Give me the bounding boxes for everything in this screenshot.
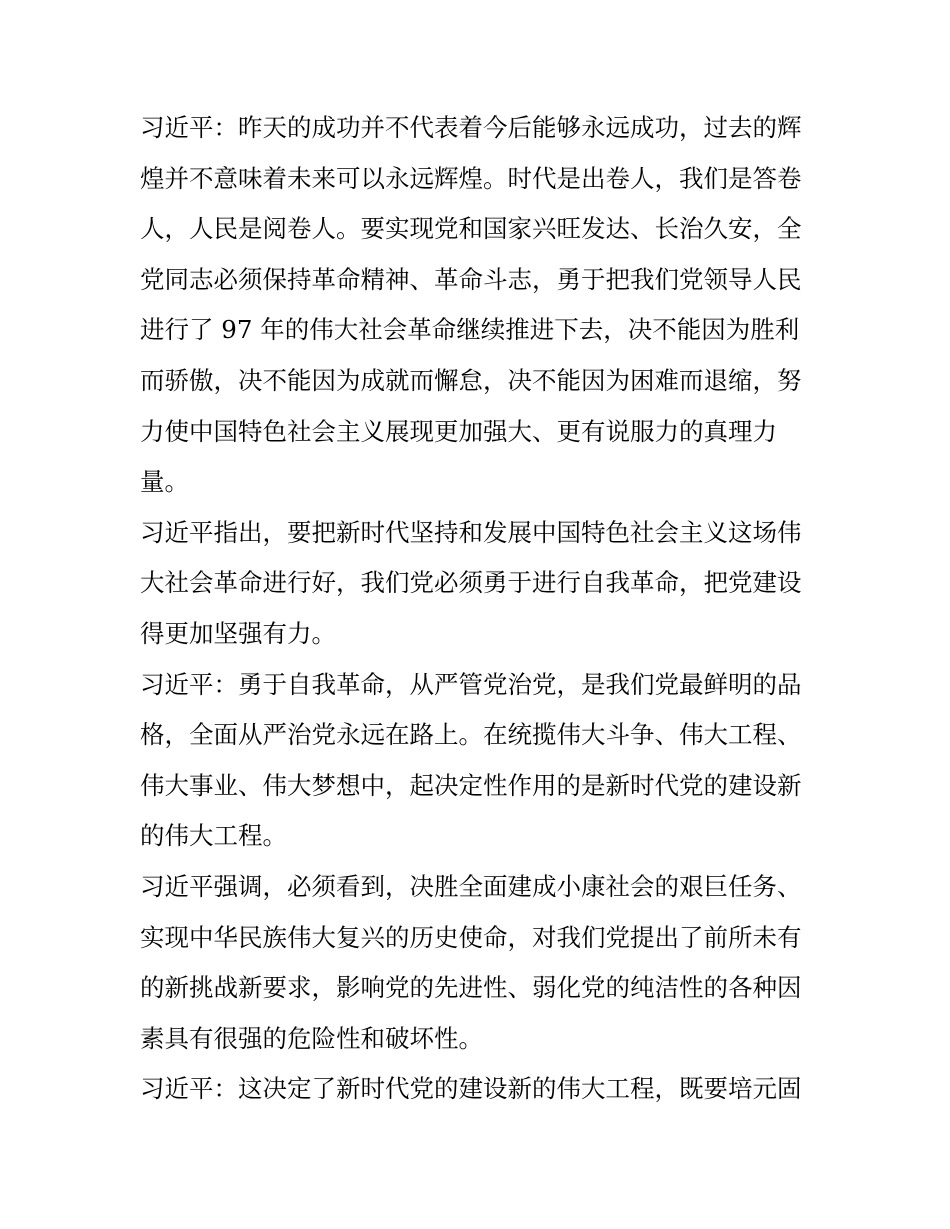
text-line: 人，人民是阅卷人。要实现党和国家兴旺发达、长治久安，全	[140, 214, 802, 244]
text-line: 实现中华民族伟大复兴的历史使命，对我们党提出了前所未有	[140, 922, 802, 952]
text-line: 习近平指出，要把新时代坚持和发展中国特色社会主义这场伟	[140, 517, 802, 547]
text-line: 的伟大工程。	[140, 821, 287, 851]
text-line: 力使中国特色社会主义展现更加强大、更有说服力的真理力	[140, 416, 777, 446]
text-line: 伟大事业、伟大梦想中，起决定性作用的是新时代党的建设新	[140, 770, 802, 800]
text-line: 煌并不意味着未来可以永远辉煌。时代是出卷人，我们是答卷	[140, 163, 802, 193]
text-line: 大社会革命进行好，我们党必须勇于进行自我革命，把党建设	[140, 568, 802, 598]
text-line: 的新挑战新要求，影响党的先进性、弱化党的纯洁性的各种因	[140, 973, 802, 1003]
text-line: 得更加坚强有力。	[140, 618, 336, 648]
text-line: 进行了 97 年的伟大社会革命继续推进下去，决不能因为胜利	[140, 315, 800, 345]
document-body	[140, 103, 812, 1115]
text-line: 量。	[140, 467, 189, 497]
text-line: 习近平：昨天的成功并不代表着今后能够永远成功，过去的辉	[140, 113, 802, 142]
text-line: 党同志必须保持革命精神、革命斗志，勇于把我们党领导人民	[140, 264, 802, 294]
text-line: 素具有很强的危险性和破坏性。	[140, 1023, 483, 1053]
text-line: 习近平强调，必须看到，决胜全面建成小康社会的艰巨任务、	[140, 871, 802, 901]
text-line: 习近平：这决定了新时代党的建设新的伟大工程，既要培元固	[140, 1074, 802, 1104]
text-line: 而骄傲，决不能因为成就而懈怠，决不能因为困难而退缩，努	[140, 365, 802, 395]
text-line: 习近平：勇于自我革命，从严管党治党，是我们党最鲜明的品	[140, 669, 802, 699]
text-line: 格，全面从严治党永远在路上。在统揽伟大斗争、伟大工程、	[140, 720, 802, 750]
